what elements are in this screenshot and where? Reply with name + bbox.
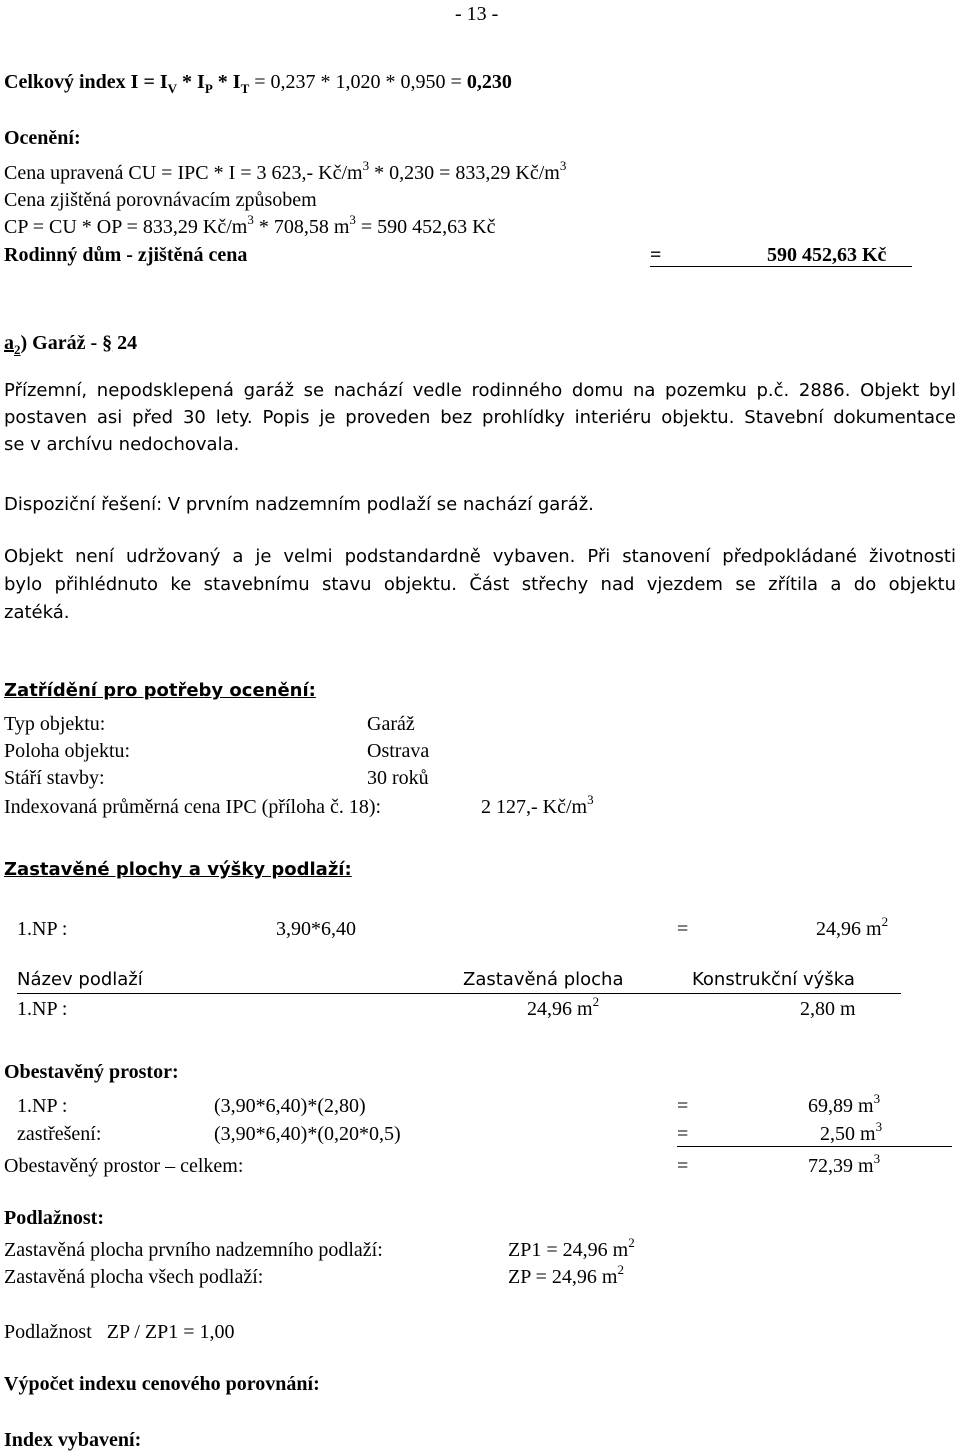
- section-heading-vypocet: Výpočet indexu cenového porovnání:: [4, 1373, 320, 1395]
- zp1-exp: 2: [628, 1235, 635, 1250]
- prostor-row-1-value-text: 69,89 m: [808, 1095, 874, 1117]
- table-row-name: 1.NP :: [17, 998, 68, 1020]
- cp-line: [4, 212, 496, 241]
- cp-label: Cena zjištěná porovnávacím způsobem: [4, 189, 317, 211]
- prostor-row-1-formula: (3,90*6,40)*(2,80): [214, 1095, 366, 1117]
- poloha-label: Poloha objektu:: [4, 740, 131, 762]
- garage-dispo: Dispoziční řešení: V prvním nadzemním podlaží se nachází garáž.: [4, 494, 594, 515]
- cu-text-b: * 0,230 = 833,29 Kč/m: [369, 162, 560, 184]
- section-heading-oceneni: Ocenění:: [4, 127, 81, 149]
- table-row-area: [527, 994, 600, 1023]
- ipc-value-text: 2 127,- Kč/m: [481, 796, 588, 818]
- plochy-eq: =: [677, 918, 689, 940]
- zp-value: [508, 1262, 624, 1291]
- prostor-sum-rule: [677, 1146, 952, 1147]
- table-row-height: 2,80 m: [800, 998, 856, 1020]
- section-heading-prostor: Obestavěný prostor:: [4, 1061, 179, 1083]
- garage-heading-a: a: [4, 332, 14, 354]
- total-index-line: [4, 70, 512, 96]
- cp-text-b: * 708,58 m: [253, 216, 350, 238]
- index-v-subscript: V: [167, 81, 178, 96]
- cu-exp-a: 3: [362, 158, 370, 173]
- typ-value: Garáž: [367, 713, 415, 735]
- prostor-row-2-label: zastřešení:: [17, 1123, 102, 1145]
- garage-desc-line-3: se v archívu nedochovala.: [4, 434, 240, 455]
- cp-exp-b: 3: [349, 212, 356, 227]
- garage-state-line-3: zatéká.: [4, 602, 70, 623]
- zp1-label: Zastavěná plocha prvního nadzemního podlaží:: [4, 1239, 383, 1261]
- poloha-value: Ostrava: [367, 740, 430, 762]
- plochy-np-label: 1.NP :: [17, 918, 68, 940]
- total-index-star1: * I: [177, 71, 205, 93]
- garage-desc-line-1: Přízemní, nepodsklepená garáž se nachází vedle rodinného domu na pozemku p.č. 2886. Objekt byl: [4, 380, 956, 401]
- total-index-star2: * I: [212, 71, 241, 93]
- typ-label: Typ objektu:: [4, 713, 106, 735]
- plochy-value-text: 24,96 m: [816, 918, 882, 940]
- index-p-subscript: P: [204, 81, 213, 96]
- house-price-eq: =: [650, 244, 662, 266]
- total-index-lead: Celkový index I = I: [4, 71, 168, 93]
- garage-state-line-2: bylo přihlédnuto ke stavebnímu stavu objektu. Část střechy nad vjezdem se zřítila a do objektu: [4, 574, 956, 595]
- stari-label: Stáří stavby:: [4, 767, 105, 789]
- stari-value: 30 roků: [367, 767, 429, 789]
- prostor-total-value: [808, 1151, 881, 1180]
- garage-heading-sub: 2: [14, 342, 21, 357]
- zp-value-text: ZP = 24,96 m: [508, 1266, 618, 1288]
- plochy-value: [816, 914, 889, 943]
- page-number: - 13 -: [455, 3, 499, 25]
- prostor-total-exp: 3: [873, 1151, 881, 1166]
- prostor-row-1-exp: 3: [873, 1091, 881, 1106]
- section-heading-podlaznost: Podlažnost:: [4, 1207, 104, 1229]
- prostor-row-2-value: [820, 1119, 883, 1148]
- cu-line: [4, 158, 567, 187]
- podlaznost-result: Podlažnost ZP / ZP1 = 1,00: [4, 1321, 235, 1343]
- prostor-row-2-formula: (3,90*6,40)*(0,20*0,5): [214, 1123, 401, 1145]
- prostor-total-value-text: 72,39 m: [808, 1155, 874, 1177]
- garage-heading-b: ) Garáž -: [20, 332, 103, 354]
- prostor-row-2-exp: 3: [875, 1119, 883, 1134]
- cp-exp-a: 3: [247, 212, 254, 227]
- section-heading-zatrideni: Zatřídění pro potřeby ocenění:: [4, 680, 316, 701]
- ipc-label: Indexovaná průměrná cena IPC (příloha č. 18):: [4, 796, 382, 818]
- zp1-value-text: ZP1 = 24,96 m: [508, 1239, 629, 1261]
- zp1-value: [508, 1235, 635, 1264]
- prostor-row-1-eq: =: [677, 1095, 689, 1117]
- ipc-value: [481, 792, 594, 821]
- house-price-underline: [650, 266, 912, 267]
- table-header-area: Zastavěná plocha: [463, 969, 624, 990]
- prostor-row-1-value: [808, 1091, 881, 1120]
- house-price-value: 590 452,63 Kč: [767, 244, 887, 266]
- plochy-exp: 2: [881, 914, 889, 929]
- section-heading-index-vybaveni: Index vybavení:: [4, 1429, 142, 1451]
- zp-exp: 2: [617, 1262, 624, 1277]
- prostor-total-eq: =: [677, 1155, 689, 1177]
- garage-heading-c: 24: [112, 332, 138, 354]
- prostor-total-label: Obestavěný prostor – celkem:: [4, 1155, 244, 1177]
- plochy-formula: 3,90*6,40: [276, 918, 356, 940]
- prostor-row-2-eq: =: [677, 1123, 689, 1145]
- index-t-subscript: T: [240, 81, 250, 96]
- table-row-area-exp: 2: [592, 994, 600, 1009]
- table-header-height: Konstrukční výška: [692, 969, 855, 990]
- paragraph-sign: §: [102, 332, 113, 354]
- prostor-row-1-label: 1.NP :: [17, 1095, 68, 1117]
- section-heading-plochy: Zastavěné plochy a výšky podlaží:: [4, 859, 352, 880]
- prostor-row-2-value-text: 2,50 m: [820, 1123, 876, 1145]
- garage-heading: [4, 331, 137, 357]
- zp-label: Zastavěná plocha všech podlaží:: [4, 1266, 264, 1288]
- ipc-exp: 3: [587, 792, 594, 807]
- cu-exp-b: 3: [559, 158, 567, 173]
- cp-text-a: CP = CU * OP = 833,29 Kč/m: [4, 216, 248, 238]
- table-row-area-text: 24,96 m: [527, 998, 593, 1020]
- house-price-label: Rodinný dům - zjištěná cena: [4, 244, 248, 266]
- total-index-values: = 0,237 * 1,020 * 0,950 =: [249, 71, 467, 93]
- garage-desc-line-2: postaven asi před 30 lety. Popis je proveden bez prohlídky interiéru objektu. Stavební dokumentace: [4, 407, 956, 428]
- cp-text-c: = 590 452,63 Kč: [355, 216, 496, 238]
- table-header-rule: [17, 993, 901, 994]
- cu-text-a: Cena upravená CU = IPC * I = 3 623,- Kč/m: [4, 162, 363, 184]
- table-header-name: Název podlaží: [17, 969, 143, 990]
- garage-state-line-1: Objekt není udržovaný a je velmi podstandardně vybaven. Při stanovení předpokládané životnosti: [4, 546, 956, 567]
- total-index-result: 0,230: [466, 71, 512, 93]
